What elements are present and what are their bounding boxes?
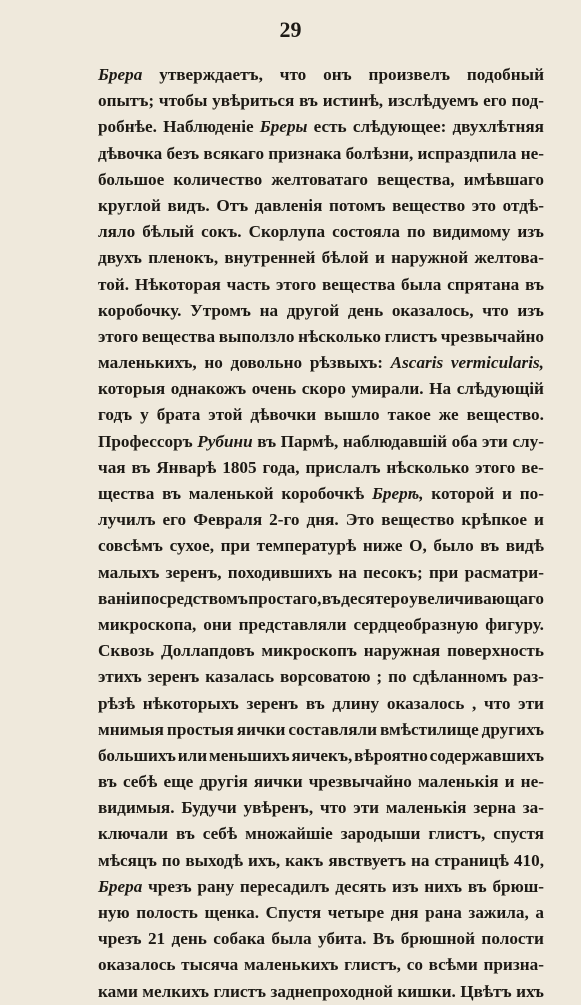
text-line: годъ у брата этой дѣвочки вышло такое же вещество. [98,405,544,425]
text-line: большое количество желтоватаго вещества, имѣвшаго [98,169,544,189]
text-line: ваніи посредствомъ простаго, въ десятеро увеличивающаго [98,588,544,608]
text-line: двухъ пленокъ, внутренней бѣлой и наружной желтова- [98,248,544,268]
text-line: круглой видъ. Отъ давленія потомъ вещество это отдѣ- [98,195,544,215]
text-line: робнѣе. Наблюденіе Бреры есть слѣдующее: двухлѣтняя [98,117,544,137]
text-line: мнимыя простыя яички составляли вмѣстилище другихъ [98,719,544,739]
text-line: Профессоръ Рубини въ Пармѣ, наблюдавшій оба эти слу- [98,431,544,451]
text-line: Брера чрезъ рану пересадилъ десять изъ нихъ въ брюш- [98,876,544,896]
body-text [98,62,544,1005]
text-line: этихъ зеренъ казалась ворсоватою ; по сдѣланномъ раз- [98,667,544,687]
text-line: той. Нѣкоторая часть этого вещества была спрятана въ [98,274,544,294]
text-line: чрезъ 21 день собака была убита. Въ брюшной полости [98,929,544,949]
text-line: рѣзѣ нѣкоторыхъ зеренъ въ длину оказалось , что эти [98,693,544,713]
text-line: коробочку. Утромъ на другой день оказалось, что изъ [98,300,544,320]
text-line: видимыя. Будучи увѣренъ, что эти маленькія зерна за- [98,798,544,818]
text-line: ключали въ себѣ множайшіе зародыши глистъ, спустя [98,824,544,844]
text-line: ками мелкихъ глистъ заднепроходной кишки. Цвѣтъ ихъ [98,981,544,1001]
text-line: микроскопа, они представляли сердцеобразную фигуру. [98,614,544,634]
page-number: 29 [279,17,302,42]
text-line: маленькихъ, но довольно рѣзвыхъ: Ascaris vermicularis, [98,353,544,373]
text-line: лучилъ его Февраля 2-го дня. Это вещество крѣпкое и [98,510,544,530]
text-line: совсѣмъ сухое, при температурѣ ниже О, было въ видѣ [98,536,544,556]
text-line: ную полость щенка. Спустя четыре дня рана зажила, а [98,903,544,922]
text-line: чая въ Январѣ 1805 года, прислалъ нѣсколько этого ве- [98,457,544,477]
text-line: дѣвочка безъ всякаго признака болѣзни, испраздпила не- [98,143,544,163]
text-line: большихъ или меньшихъ яичекъ, вѣроятно содержавшихъ [98,745,544,765]
text-line: опытъ; чтобы увѣриться въ истинѣ, изслѣдуемъ его под- [98,91,544,111]
text-line: Сквозь Доллапдовъ микроскопъ наружная поверхность [98,641,544,661]
text-line: щества въ маленькой коробочкѣ Брерѣ, которой и по- [98,484,544,503]
text-line: мѣсяцъ по выходѣ ихъ, какъ явствуетъ на страницѣ 410, [98,850,544,870]
text-line: этого вещества выползло нѣсколько глистъ чрезвычайно [98,326,544,346]
text-line: малыхъ зеренъ, походившихъ на песокъ; при расматри- [98,562,544,582]
text-line: которыя однакожъ очень скоро умирали. На слѣдующій [98,379,544,399]
text-line: Брера утверждаетъ, что онъ произвелъ подобный [98,65,544,84]
text-line: ляло бѣлый сокъ. Скорлупа состояла по видимому изъ [98,222,544,242]
text-line: въ себѣ еще другія яички чрезвычайно маленькія и не- [98,772,544,792]
text-line: оказалось тысяча маленькихъ глистъ, со всѣми призна- [98,955,544,975]
